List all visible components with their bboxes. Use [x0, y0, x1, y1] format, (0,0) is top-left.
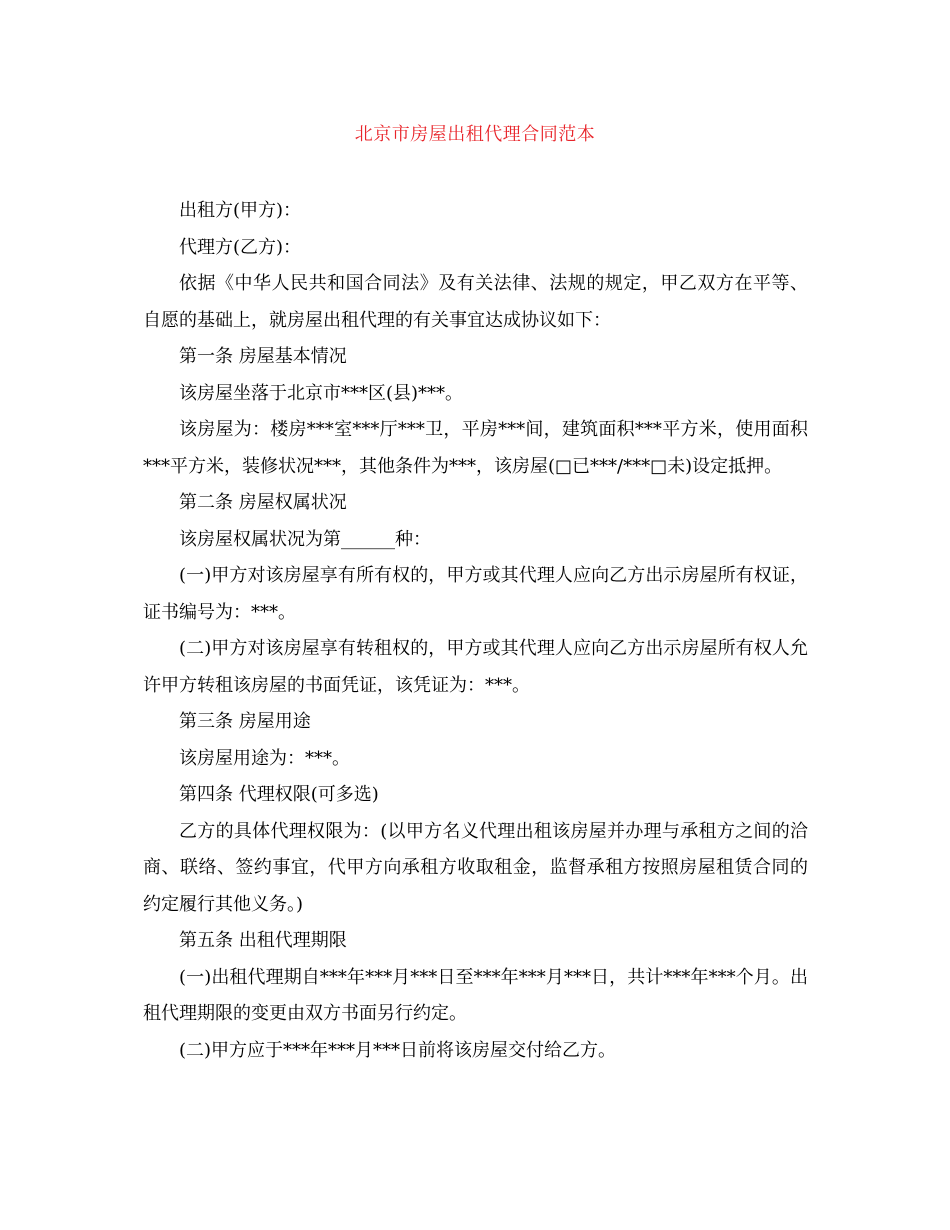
- paragraph-ownership-type: 该房屋权属状况为第______种：: [179, 528, 431, 550]
- article-4-heading: 第四条 代理权限(可多选): [179, 784, 379, 805]
- paragraph-agent: 代理方(乙方)：: [179, 236, 302, 258]
- paragraph-location: 该房屋坐落于北京市***区(县)***。: [179, 382, 464, 404]
- paragraph-agency-scope: 乙方的具体代理权限为：(以甲方名义代理出租该房屋并办理与承租方之间的洽商、联络、签约事宜，代甲方向承租方收取租金，监督承租方按照房屋租赁合同的约定履行其他义务。): [143, 820, 808, 915]
- article-1-heading: 第一条 房屋基本情况: [179, 346, 347, 367]
- paragraph-house-details: 该房屋为：楼房***室***厅***卫，平房***间，建筑面积***平方米，使用面积***平方米，装修状况***，其他条件为***，该房屋(□已***/***□未)设定抵押。: [143, 419, 808, 477]
- paragraph-term-2: (二)甲方应于***年***月***日前将该房屋交付给乙方。: [179, 1039, 617, 1061]
- article-3-heading: 第三条 房屋用途: [179, 711, 311, 732]
- article-5-heading: 第五条 出租代理期限: [179, 930, 347, 951]
- document-body: [143, 193, 808, 1069]
- paragraph-lessor: 出租方(甲方)：: [179, 200, 302, 221]
- paragraph-term-1: (一)出租代理期自***年***月***日至***年***月***日，共计***年***个月。出租代理期限的变更由双方书面另行约定。: [143, 966, 808, 1024]
- paragraph-preamble: 依据《中华人民共和国合同法》及有关法律、法规的规定，甲乙双方在平等、自愿的基础上，就房屋出租代理的有关事宜达成协议如下：: [143, 273, 808, 331]
- paragraph-usage: 该房屋用途为：***。: [179, 747, 350, 769]
- document-title: 北京市房屋出租代理合同范本: [354, 124, 596, 145]
- article-2-heading: 第二条 房屋权属状况: [179, 492, 347, 513]
- paragraph-ownership-2: (二)甲方对该房屋享有转租权的，甲方或其代理人应向乙方出示房屋所有权人允许甲方转租该房屋的书面凭证，该凭证为：***。: [143, 638, 808, 696]
- paragraph-ownership-1: (一)甲方对该房屋享有所有权的，甲方或其代理人应向乙方出示房屋所有权证，证书编号为：***。: [143, 565, 808, 623]
